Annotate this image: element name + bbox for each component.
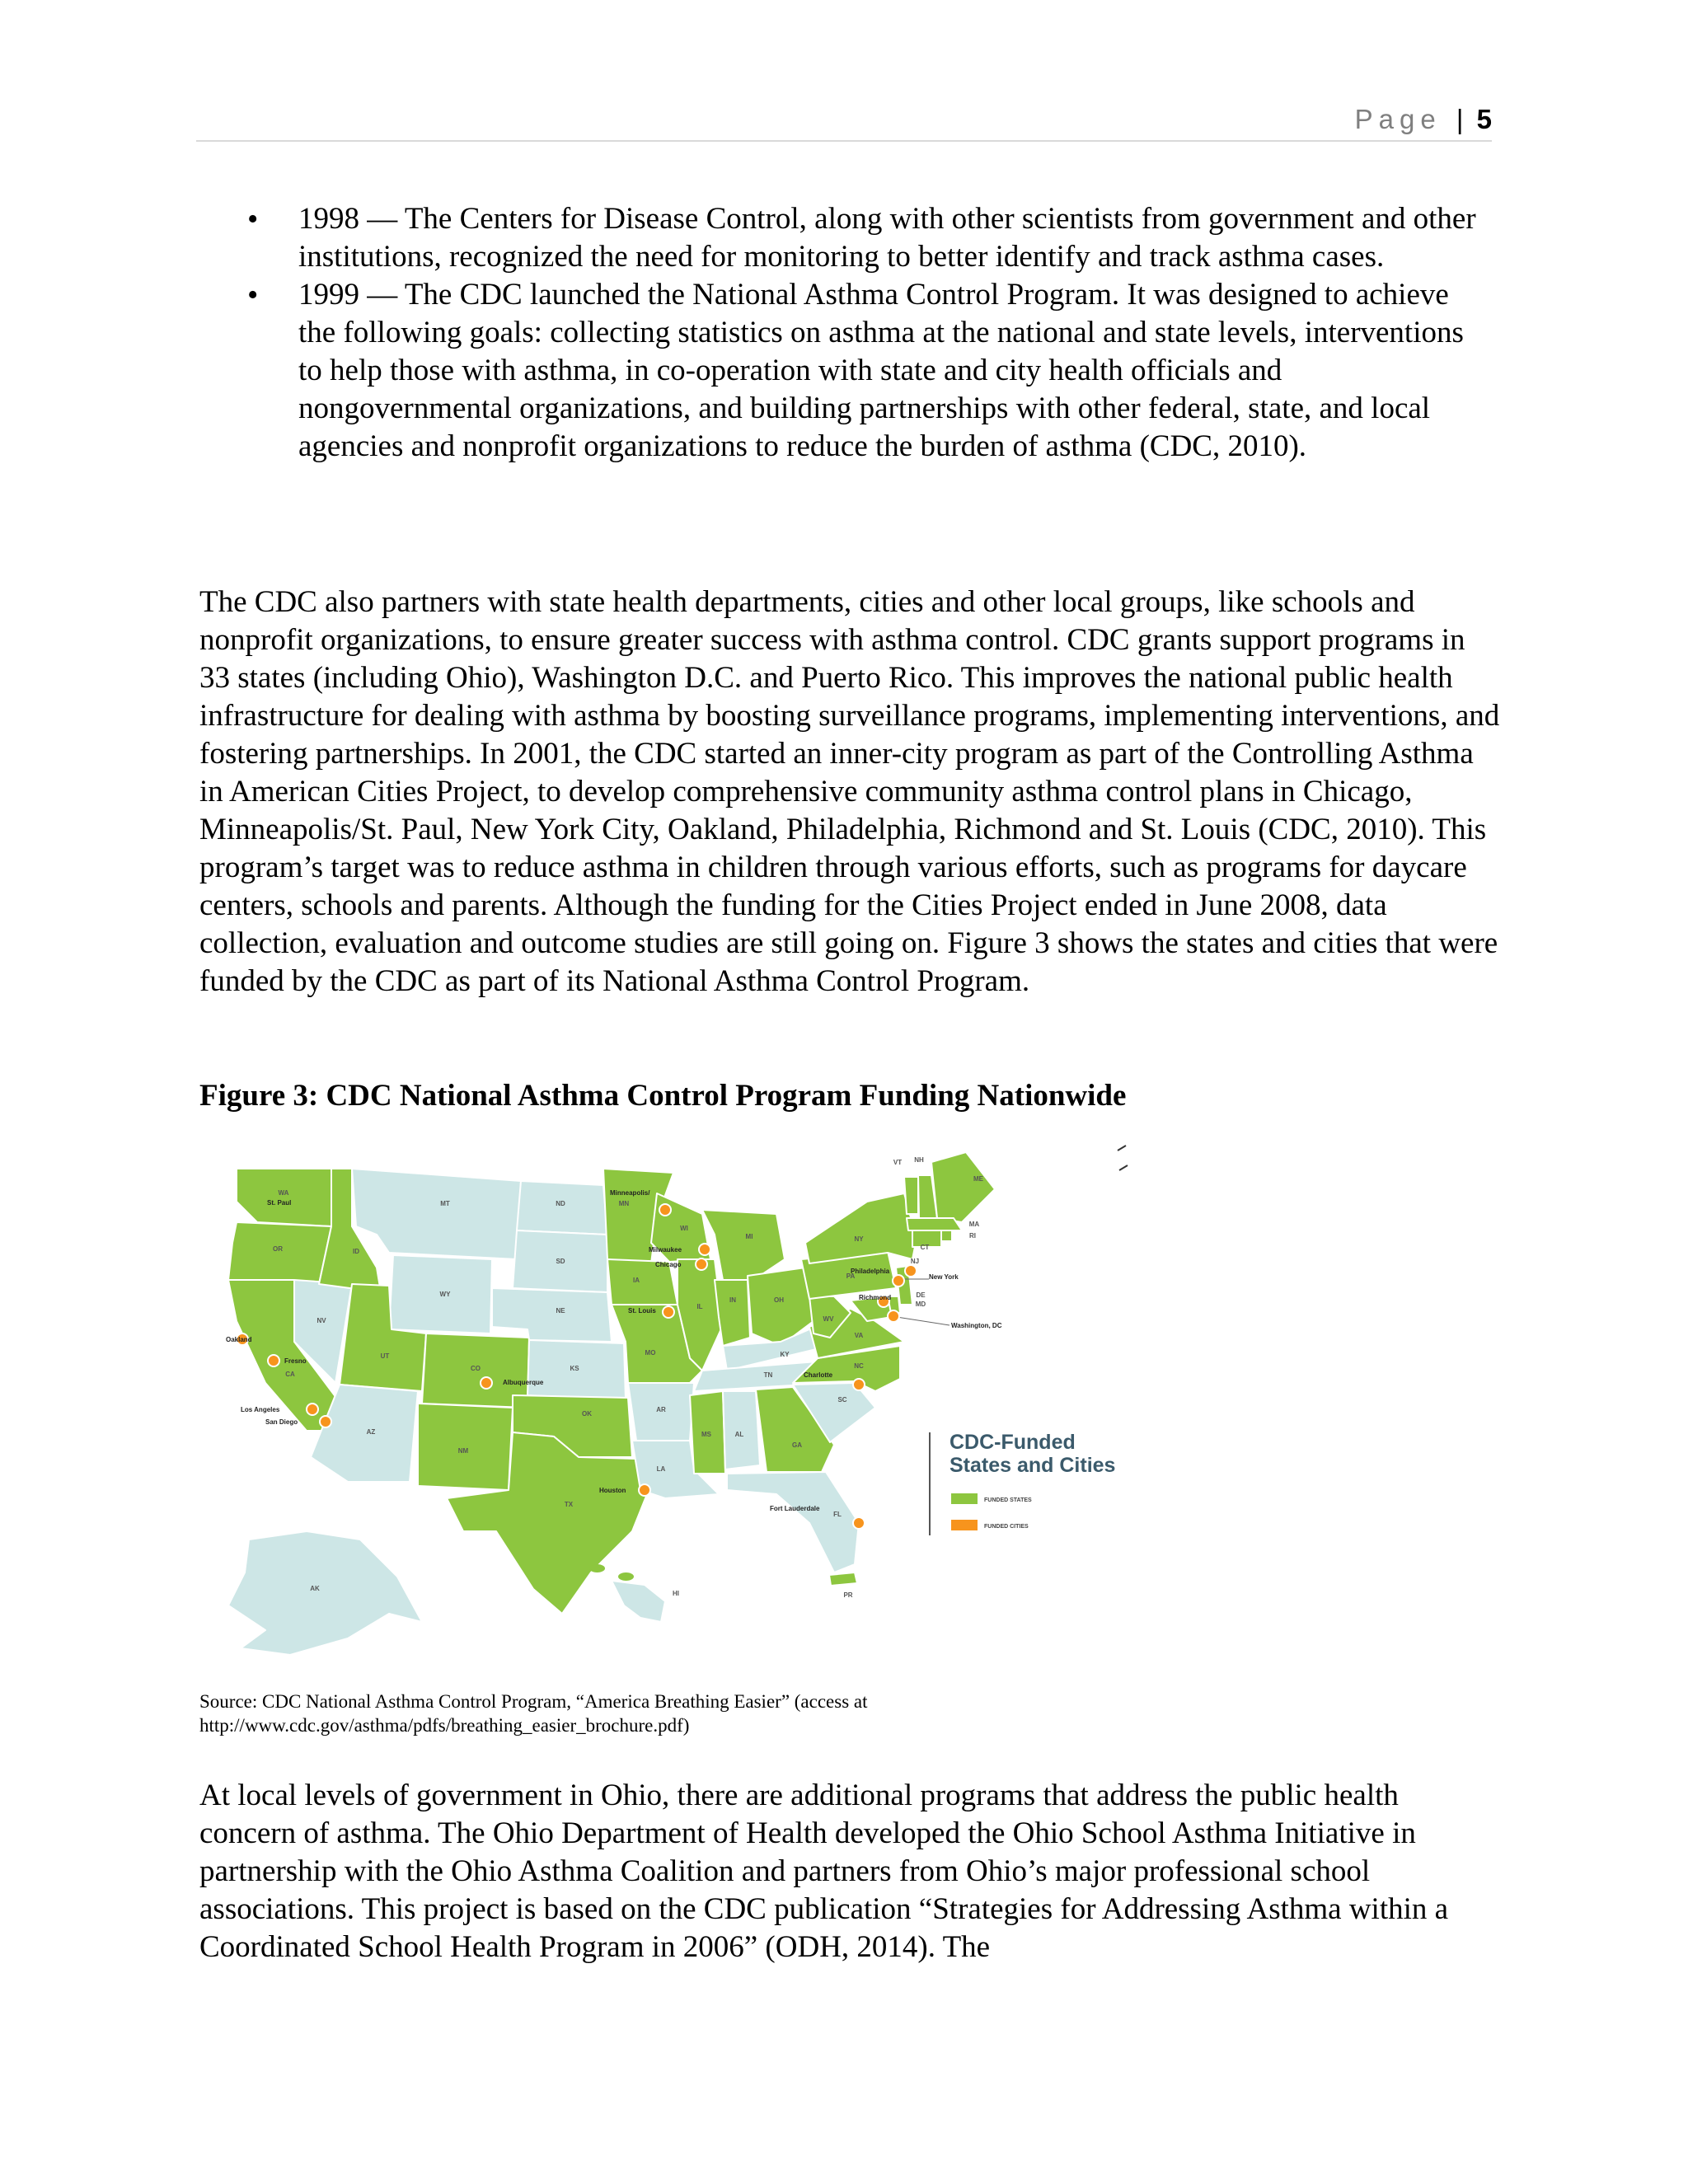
city-marker — [307, 1404, 318, 1415]
state-label-mi: MI — [745, 1233, 753, 1240]
paragraph-cdc-partners — [199, 583, 1502, 1001]
bullet-list — [199, 200, 1493, 466]
state-label-ny: NY — [854, 1235, 864, 1243]
state-label-ok: OK — [582, 1410, 592, 1418]
legend-funded-states-label: FUNDED STATES — [984, 1497, 1032, 1503]
paragraph-text: The CDC also partners with state health departments, cities and other local groups, like schools and nonprofit organizations, to ensure greater success with asthma control. CDC grants support programs in 33 states (including Ohio), Washington D.C. and Puerto Rico. This improves the national public health infrastructure for dealing with asthma by boosting surveillance programs, implementing interventions, and fostering partnerships. In 2001, the CDC started an inner-city program as part of the Controlling Asthma in American Cities Project, to develop comprehensive community asthma control plans in Chicago, Minneapolis/St. Paul, New York City, Oakland, Philadelphia, Richmond and St. Louis (CDC, 2010). This program’s target was to reduce asthma in children through various efforts, such as programs for daycare centers, schools and parents. Although the funding for the Cities Project ended in June 2008, data collection, evaluation and outcome studies are still going on. Figure 3 shows the states and cities that were funded by the CDC as part of its National Asthma Control Program. — [199, 585, 1500, 998]
state-label-ca: CA — [285, 1371, 295, 1378]
city-marker — [659, 1204, 671, 1216]
state-wa — [237, 1169, 335, 1226]
city-label: Richmond — [859, 1294, 892, 1301]
state-label-va: VA — [854, 1332, 864, 1339]
state-label-az: AZ — [366, 1428, 376, 1436]
city-label: Milwaukee — [649, 1246, 682, 1254]
city-label: Philadelphia — [851, 1268, 890, 1275]
state-ma — [907, 1218, 962, 1230]
state-label-ga: GA — [792, 1441, 802, 1449]
state-label-hi: HI — [673, 1590, 679, 1597]
state-label-de: DE — [916, 1291, 926, 1299]
legend-title-line1: CDC-Funded — [950, 1431, 1076, 1454]
state-label-md: MD — [915, 1301, 926, 1308]
state-label-mo: MO — [645, 1349, 656, 1357]
page-header — [196, 97, 1492, 142]
city-label: New York — [929, 1273, 959, 1281]
state-label-wa: WA — [278, 1189, 289, 1197]
page-word: Page — [1354, 104, 1442, 134]
state-label-ma: MA — [968, 1221, 980, 1228]
city-label: Los Angeles — [241, 1406, 280, 1413]
state-label-vt: VT — [893, 1159, 903, 1166]
city-marker — [888, 1310, 899, 1322]
state-label-tx: TX — [564, 1501, 574, 1508]
state-label-id: ID — [353, 1248, 359, 1255]
city-label: Fort Lauderdale — [770, 1505, 820, 1512]
map-legend — [930, 1431, 1115, 1535]
city-marker — [699, 1244, 710, 1255]
page-number: 5 — [1476, 104, 1492, 134]
state-label-oh: OH — [774, 1296, 784, 1304]
state-label-ct: CT — [920, 1244, 930, 1251]
city-label: Washington, DC — [951, 1322, 1002, 1329]
state-label-fl: FL — [833, 1511, 842, 1518]
city-leader-line — [897, 1317, 950, 1325]
city-marker — [853, 1379, 865, 1390]
state-label-wv: WV — [823, 1315, 834, 1323]
state-label-ut: UT — [380, 1352, 390, 1360]
legend-funded-states-swatch — [951, 1493, 978, 1504]
state-label-ks: KS — [570, 1365, 579, 1372]
state-label-nc: NC — [854, 1362, 864, 1370]
state-me — [931, 1152, 995, 1222]
legend-title-line2: States and Cities — [950, 1454, 1116, 1477]
state-label-ky: KY — [780, 1351, 790, 1358]
state-label-mn: MN — [618, 1200, 630, 1207]
city-label: St. Paul — [267, 1199, 292, 1207]
state-label-nd: ND — [556, 1200, 565, 1207]
state-label-sd: SD — [556, 1258, 565, 1265]
state-ny — [805, 1193, 920, 1265]
state-in — [715, 1280, 750, 1346]
state-label-nm: NM — [457, 1447, 469, 1455]
state-label-ri: RI — [969, 1232, 976, 1240]
state-label-pr: PR — [843, 1591, 853, 1599]
city-marker — [905, 1265, 917, 1277]
city-marker — [320, 1416, 331, 1427]
bullet-item-1999: • 1999 — The CDC launched the National Asthma Control Program. It was designed to achieve the following goals: collecting statistics on asthma at the national and state levels, interventions to help those with asthma, in co-operation with state and city health officials and nongovernmental organizations, and building partnerships with other federal, state, and local agencies and nonprofit organizations to reduce the burden of asthma (CDC, 2010). — [199, 276, 1493, 466]
city-label: St. Louis — [628, 1307, 656, 1315]
state-nd — [517, 1181, 607, 1235]
state-label-nj: NJ — [910, 1258, 920, 1265]
page-number-label — [1355, 104, 1492, 135]
source-line-2: http://www.cdc.gov/asthma/pdfs/breathing_easier_brochure.pdf) — [199, 1715, 690, 1736]
legend-funded-cities-label: FUNDED CITIES — [984, 1524, 1029, 1530]
state-label-ak: AK — [310, 1585, 320, 1592]
state-label-ne: NE — [556, 1307, 565, 1315]
state-label-or: OR — [273, 1245, 283, 1253]
state-mt — [352, 1169, 521, 1259]
city-label: Fresno — [284, 1357, 307, 1365]
us-funding-map — [216, 1144, 1131, 1663]
state-vt — [904, 1177, 918, 1214]
legend-funded-cities-swatch — [951, 1520, 978, 1530]
state-hi — [612, 1581, 665, 1622]
bullet-item-1998: • 1998 — The Centers for Disease Control, along with other scientists from government and other institutions, recognized the need for monitoring to better identify and track asthma cases. — [199, 200, 1493, 276]
state-ak — [228, 1531, 422, 1655]
city-label: Charlotte — [804, 1371, 833, 1379]
city-marker — [853, 1517, 865, 1529]
city-label: Oakland — [226, 1336, 252, 1343]
state-fl — [727, 1472, 859, 1572]
state-label-ar: AR — [656, 1406, 666, 1413]
city-marker — [268, 1355, 279, 1366]
state-label-ms: MS — [701, 1431, 711, 1438]
source-line-1: Source: CDC National Asthma Control Program, “America Breathing Easier” (access at — [199, 1691, 868, 1712]
state-label-wy: WY — [439, 1291, 451, 1298]
paragraph-ohio-programs — [199, 1777, 1502, 1966]
state-label-nh: NH — [914, 1156, 924, 1164]
figure-title: Figure 3: CDC National Asthma Control Program Funding Nationwide — [199, 1079, 1127, 1113]
state-label-pa: PA — [846, 1272, 856, 1280]
state-ne — [492, 1288, 612, 1342]
city-marker — [696, 1258, 707, 1270]
city-label: Chicago — [655, 1261, 682, 1268]
state-ri — [941, 1230, 952, 1241]
city-marker — [893, 1275, 904, 1286]
city-label: Albuquerque — [503, 1379, 544, 1386]
city-label: Minneapolis/ — [610, 1189, 650, 1197]
corner-marks — [1118, 1146, 1128, 1170]
map-svg — [216, 1144, 1131, 1663]
state-pr — [829, 1572, 857, 1586]
city-label: Houston — [599, 1487, 626, 1494]
state-label-co: CO — [471, 1365, 481, 1372]
city-marker — [639, 1484, 650, 1496]
state-label-il: IL — [696, 1303, 703, 1310]
figure-source — [199, 1690, 1024, 1737]
state-label-ia: IA — [633, 1277, 640, 1284]
bullet-section — [199, 200, 1493, 466]
state-label-in: IN — [729, 1296, 736, 1304]
state-label-al: AL — [734, 1431, 744, 1438]
city-marker — [663, 1306, 674, 1318]
hi-island-2 — [618, 1572, 634, 1581]
state-label-la: LA — [656, 1465, 666, 1473]
state-label-tn: TN — [763, 1371, 773, 1379]
city-marker — [481, 1377, 492, 1389]
state-label-me: ME — [973, 1175, 983, 1183]
state-label-mt: MT — [440, 1200, 450, 1207]
state-or — [228, 1222, 331, 1284]
paragraph-text: At local levels of government in Ohio, there are additional programs that address the public health concern of asthma. The Ohio Department of Health developed the Ohio School Asthma Initiative in partnership with the Ohio Asthma Coalition and partners from Ohio’s major professional school associations. This project is based on the CDC publication “Strategies for Addressing Asthma within a Coordinated School Health Program in 2006” (ODH, 2014). The — [199, 1779, 1449, 1964]
page-separator: | — [1456, 104, 1464, 134]
state-label-sc: SC — [837, 1396, 847, 1404]
city-label: San Diego — [265, 1418, 298, 1426]
hi-island-1 — [589, 1564, 605, 1572]
state-label-wi: WI — [680, 1225, 688, 1232]
state-label-nv: NV — [316, 1317, 326, 1324]
